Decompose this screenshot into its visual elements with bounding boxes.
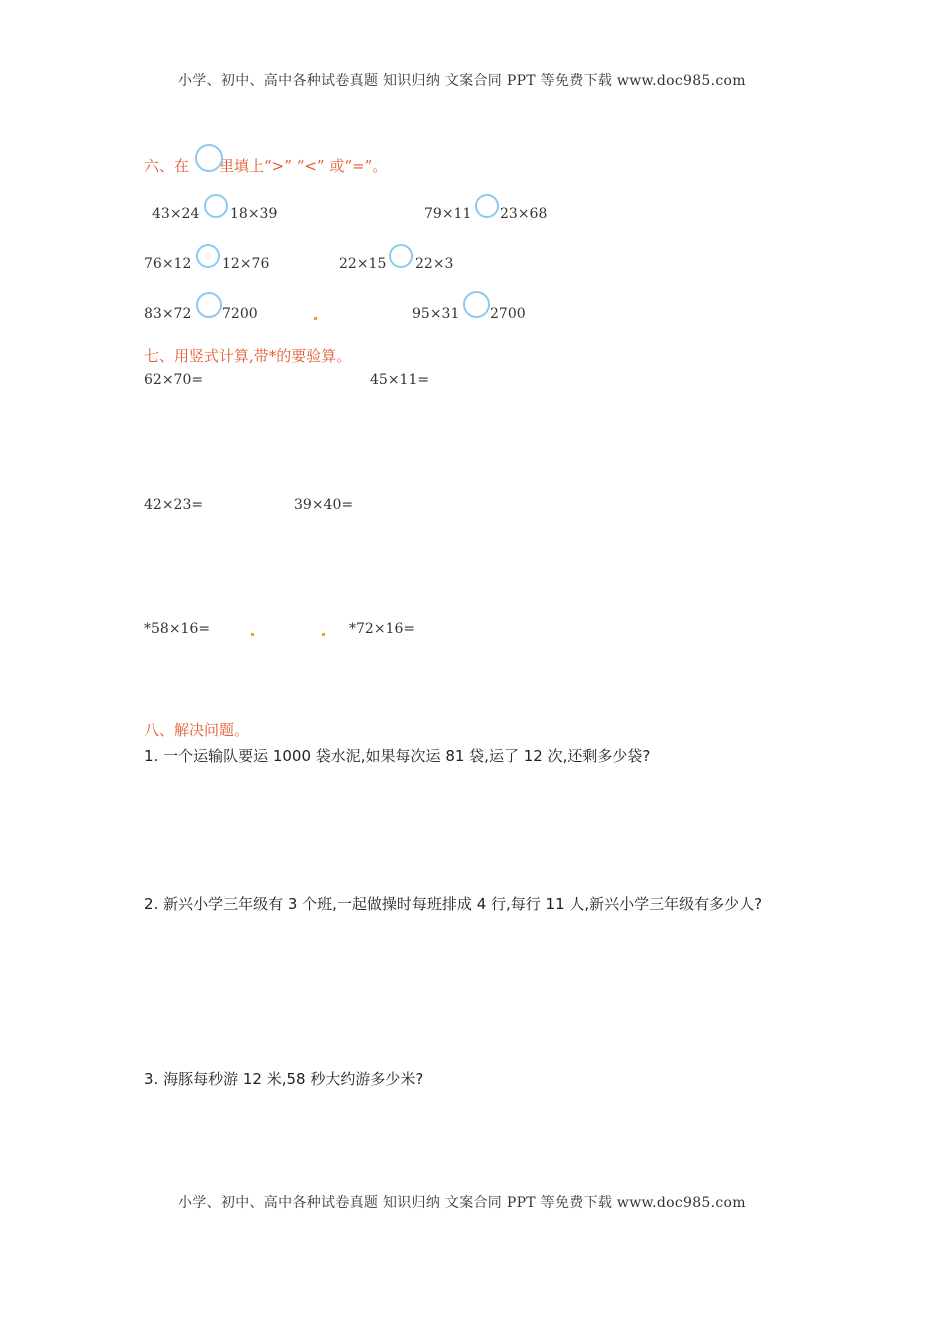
compare-left-1: 43×24 <box>152 206 200 222</box>
section-8-heading: 八、解决问题。 <box>144 721 250 739</box>
section-7-heading: 七、用竖式计算,带*的要验算。 <box>144 347 352 365</box>
page-footer-banner: 小学、初中、高中各种试卷真题 知识归纳 文案合同 PPT 等免费下载 www.doc985.com <box>178 1195 746 1211</box>
compare-circle-1[interactable] <box>204 194 228 218</box>
compare-circle-example <box>195 144 223 172</box>
compare-right-4: 22×3 <box>415 256 454 272</box>
stray-dot <box>251 633 254 636</box>
compare-left-6: 95×31 <box>412 306 460 322</box>
stray-dot <box>322 633 325 636</box>
compare-left-4: 22×15 <box>339 256 387 272</box>
problem-1: 1. 一个运输队要运 1000 袋水泥,如果每次运 81 袋,运了 12 次,还剩多少袋? <box>144 747 651 765</box>
calc-item-5: *58×16= <box>144 621 211 637</box>
calc-item-2: 45×11= <box>370 372 430 388</box>
compare-circle-6[interactable] <box>463 291 490 318</box>
compare-circle-3[interactable] <box>196 244 220 268</box>
section-6-heading-before: 六、在 <box>144 157 190 175</box>
compare-circle-2[interactable] <box>475 194 499 218</box>
compare-left-5: 83×72 <box>144 306 192 322</box>
stray-dot <box>314 317 317 320</box>
compare-circle-4[interactable] <box>389 244 413 268</box>
page-header-banner: 小学、初中、高中各种试卷真题 知识归纳 文案合同 PPT 等免费下载 www.doc985.com <box>178 73 746 89</box>
section-6-heading-after: 里填上“>” “<” 或“=”。 <box>219 157 388 175</box>
calc-item-6: *72×16= <box>349 621 416 637</box>
compare-right-3: 12×76 <box>222 256 270 272</box>
compare-right-2: 23×68 <box>500 206 548 222</box>
compare-right-1: 18×39 <box>230 206 278 222</box>
compare-left-2: 79×11 <box>424 206 472 222</box>
compare-left-3: 76×12 <box>144 256 192 272</box>
compare-circle-5[interactable] <box>196 292 222 318</box>
problem-2: 2. 新兴小学三年级有 3 个班,一起做操时每班排成 4 行,每行 11 人,新兴小学三年级有多少人? <box>144 895 763 913</box>
compare-right-5: 7200 <box>222 306 258 322</box>
calc-item-1: 62×70= <box>144 372 204 388</box>
section-6-heading <box>144 155 387 176</box>
calc-item-4: 39×40= <box>294 497 354 513</box>
compare-right-6: 2700 <box>490 306 526 322</box>
problem-3: 3. 海豚每秒游 12 米,58 秒大约游多少米? <box>144 1070 424 1088</box>
calc-item-3: 42×23= <box>144 497 204 513</box>
